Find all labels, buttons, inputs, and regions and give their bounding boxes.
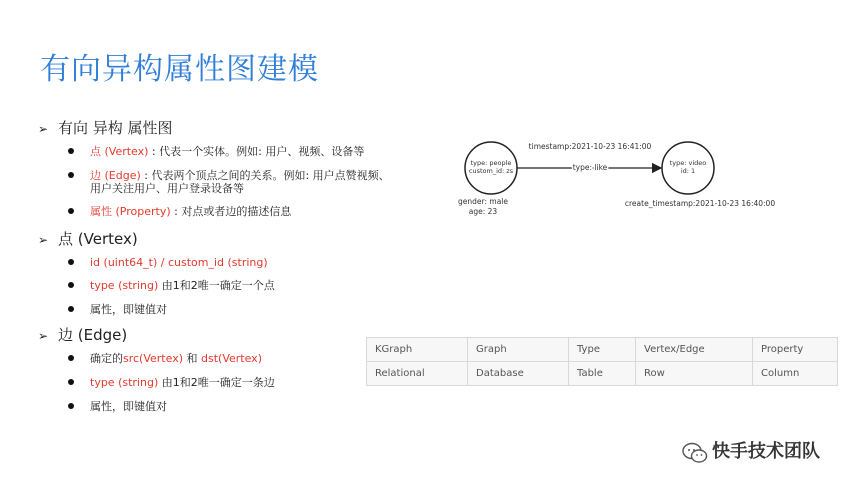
table-cell: KGraph xyxy=(367,338,468,362)
right-node-type: type: video xyxy=(669,159,707,167)
concept-mapping-table xyxy=(366,337,838,386)
right-node-id: id: 1 xyxy=(680,167,696,175)
right-node-timestamp: create_timestamp:2021-10-23 16:40:00 xyxy=(624,199,776,208)
page-title: 有向异构属性图建模 xyxy=(40,52,319,87)
table-row xyxy=(367,338,838,362)
arrow-bullet-icon: ➢ xyxy=(38,233,49,247)
term-label: src(Vertex) xyxy=(123,352,184,365)
term-description: 由1和2唯一确定一个点 xyxy=(158,279,275,292)
term-description: : 对点或者边的描述信息 xyxy=(170,205,292,218)
table-cell: Property xyxy=(753,338,838,362)
section-heading-text: 点 (Vertex) xyxy=(58,230,138,248)
left-node-id: custom_id: zs xyxy=(468,167,514,175)
term-label: id (uint64_t) / custom_id (string) xyxy=(90,256,268,269)
term-prefix: 确定的 xyxy=(90,352,123,365)
table-cell: Database xyxy=(468,362,569,386)
bullet-icon xyxy=(68,355,74,361)
table-cell: Type xyxy=(569,338,636,362)
term-description: 由1和2唯一确定一条边 xyxy=(158,376,275,389)
term-label: 点 (Vertex) xyxy=(90,145,149,158)
bullet-icon xyxy=(68,403,74,409)
term-description-line2: 用户关注用户、用户登录设备等 xyxy=(90,182,244,195)
edge-timestamp-label: timestamp:2021-10-23 16:41:00 xyxy=(528,142,652,151)
left-node-type: type: people xyxy=(470,159,512,167)
left-node-gender: gender: male xyxy=(458,197,508,206)
edge-type-label: type: like xyxy=(572,163,608,172)
bullet-icon xyxy=(68,259,74,265)
term-label: 边 (Edge) xyxy=(90,169,141,182)
section-heading-3 xyxy=(38,324,127,345)
arrow-bullet-icon: ➢ xyxy=(38,329,49,343)
wechat-logo-icon xyxy=(682,442,708,464)
term-description: : 代表一个实体。例如: 用户、视频、设备等 xyxy=(148,145,365,158)
table-row xyxy=(367,362,838,386)
section-heading-text: 有向 异构 属性图 xyxy=(58,119,173,137)
table-cell: Table xyxy=(569,362,636,386)
property-graph-diagram xyxy=(440,130,830,230)
term-description: 属性，即键值对 xyxy=(90,303,167,316)
left-node-age: age: 23 xyxy=(468,207,498,216)
term-label: type (string) xyxy=(90,279,159,292)
bullet-icon xyxy=(68,282,74,288)
table-cell: Vertex/Edge xyxy=(636,338,753,362)
section-heading-2 xyxy=(38,228,138,249)
term-label: type (string) xyxy=(90,376,159,389)
bullet-icon xyxy=(68,306,74,312)
bullet-icon xyxy=(68,172,74,178)
table-cell: Graph xyxy=(468,338,569,362)
term-description: : 代表两个顶点之间的关系。例如: 用户点赞视频、 xyxy=(140,169,390,182)
term-description: 属性，即键值对 xyxy=(90,400,167,413)
section-heading-1 xyxy=(38,117,173,138)
bullet-icon xyxy=(68,148,74,154)
term-conjunction: 和 xyxy=(183,352,202,365)
arrow-bullet-icon: ➢ xyxy=(38,122,49,136)
section-heading-text: 边 (Edge) xyxy=(58,326,128,344)
term-label: 属性 (Property) xyxy=(90,205,171,218)
table-cell: Row xyxy=(636,362,753,386)
bullet-icon xyxy=(68,379,74,385)
bullet-icon xyxy=(68,208,74,214)
watermark-text: 快手技术团队 xyxy=(712,441,820,462)
table-cell: Relational xyxy=(367,362,468,386)
term-label-2: dst(Vertex) xyxy=(201,352,262,365)
table-cell: Column xyxy=(753,362,838,386)
